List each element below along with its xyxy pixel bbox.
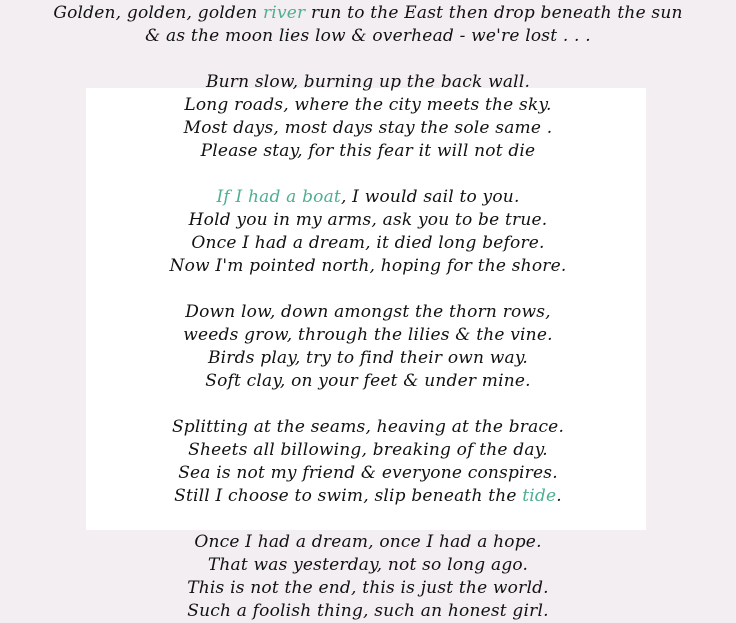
stanza4-line-4: Still I choose to swim, slip beneath the tide. (174, 486, 562, 506)
stanza1-line-1: Burn slow, burning up the back wall. (205, 72, 531, 92)
intro-line-2: & as the moon lies low & overhead - we're lost . . . (145, 26, 591, 46)
stanza-gap (0, 393, 736, 416)
intro-line-1: Golden, golden, golden river run to the East then drop beneath the sun (53, 3, 683, 23)
stanza4-line-1: Splitting at the seams, heaving at the brace. (171, 417, 565, 437)
stanza5-line-4: Such a foolish thing, such an honest girl. (187, 601, 549, 621)
stanza3-line-3: Birds play, try to find their own way. (207, 348, 529, 368)
stanza2-line-4: Now I'm pointed north, hoping for the shore. (169, 256, 567, 276)
stanza1-line-2: Long roads, where the city meets the sky. (184, 95, 552, 115)
stanza4-line-2: Sheets all billowing, breaking of the day. (188, 440, 548, 460)
stanza2-line-2: Hold you in my arms, ask you to be true. (188, 210, 548, 230)
stanza3-line-4: Soft clay, on your feet & under mine. (205, 371, 531, 391)
stanza3-line-2: weeds grow, through the lilies & the vine. (183, 325, 553, 345)
stanza2-line-3: Once I had a dream, it died long before. (191, 233, 545, 253)
stanza1-line-4: Please stay, for this fear it will not die (200, 141, 536, 161)
stanza5-line-1: Once I had a dream, once I had a hope. (194, 532, 542, 552)
stanza2-line-1: If I had a boat, I would sail to you. (216, 187, 520, 207)
stanza1-line-3: Most days, most days stay the sole same . (183, 118, 553, 138)
stanza5-line-3: This is not the end, this is just the world. (187, 578, 549, 598)
accent-phrase-boat: If I had a boat (216, 187, 341, 207)
stanza4-line-3: Sea is not my friend & everyone conspires. (178, 463, 558, 483)
poem (0, 2, 736, 623)
stanza-gap (0, 508, 736, 531)
stanza3-line-1: Down low, down amongst the thorn rows, (185, 302, 551, 322)
stanza5-line-2: That was yesterday, not so long ago. (207, 555, 529, 575)
stanza-gap (0, 163, 736, 186)
accent-word-tide: tide (522, 486, 557, 506)
stanza-gap (0, 48, 736, 71)
accent-word-river: river (262, 3, 306, 23)
stanza-gap (0, 278, 736, 301)
